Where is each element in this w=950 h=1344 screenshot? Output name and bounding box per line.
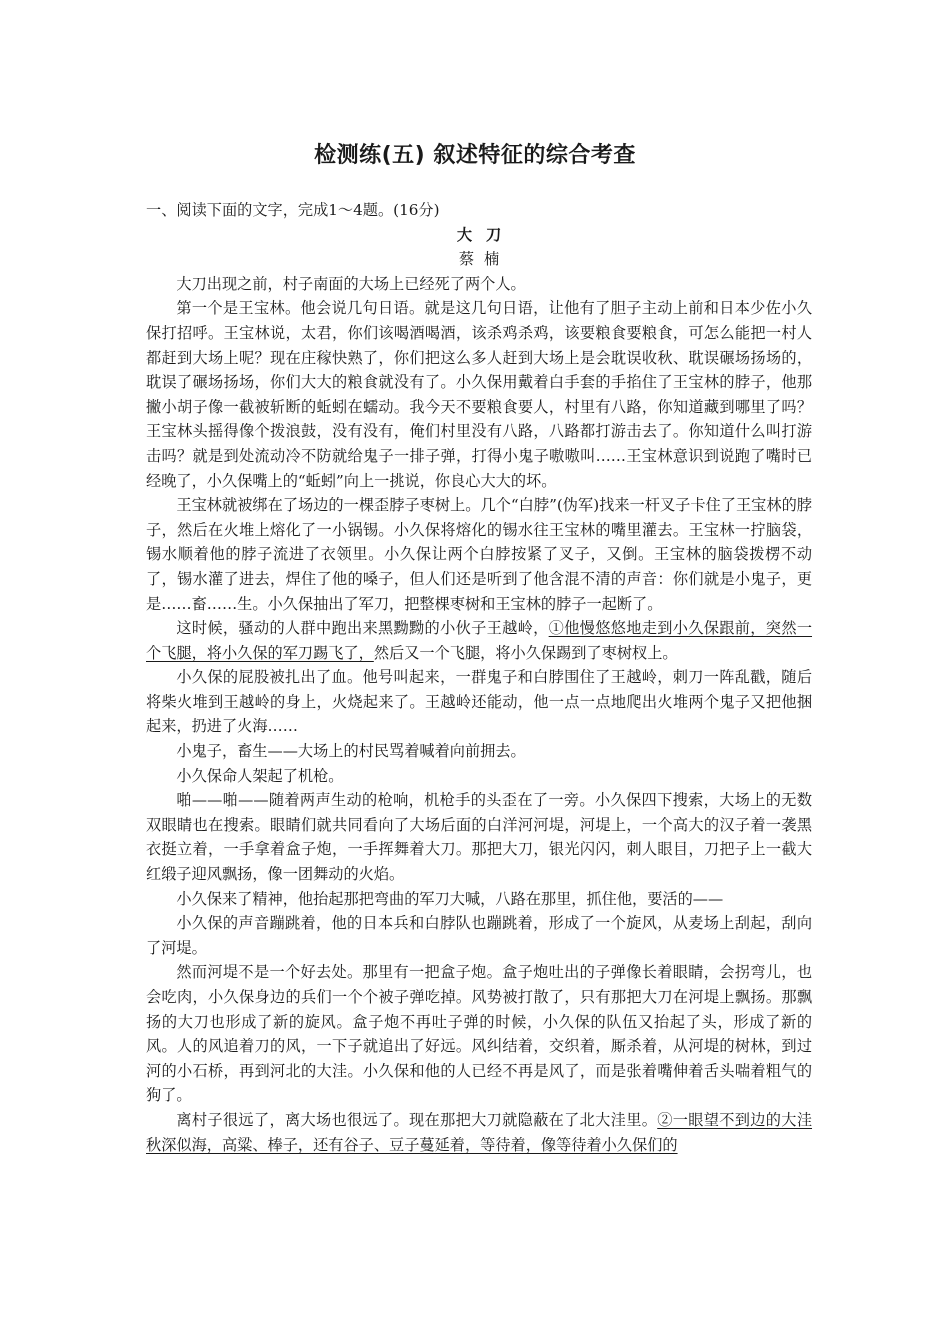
paragraph-4-lead: 这时候，骚动的人群中跑出来黑黝黝的小伙子王越岭， bbox=[176, 619, 549, 638]
paragraph-12-lead: 离村子很远了，离大场也很远了。现在那把大刀就隐蔽在了北大洼里。 bbox=[176, 1110, 658, 1129]
passage-title: 大刀 bbox=[456, 225, 516, 244]
underlined-sentence-1: ①他慢悠悠地走到小久保跟前，突然一个飞腿，将小久保的军刀踢飞了， bbox=[146, 619, 813, 662]
paragraph-11: 然而河堤不是一个好去处。那里有一把盒子炮。盒子炮吐出的子弹像长着眼睛，会拐弯儿，也会吃肉，小久保身边的兵们一个个被子弹吃掉。风势被打散了，只有那把大刀在河堤上飘扬。那飘扬的大刀也形成了新的旋风。盒子炮不再吐子弹的时候，小久保的队伍又抬起了头，形成了新的风。人的风追着刀的风，一下子就追出了好远。风纠结着，交织着，厮杀着，从河堤的树林，到过河的小石桥，再到河北的大洼。小久保和他的人已经不再是风了，而是张着嘴伸着舌头喘着粗气的狗了。 bbox=[146, 963, 812, 1105]
paragraph-8: 啪——啪——随着两声生动的枪响，机枪手的头歪在了一旁。小久保四下搜索，大场上的无数双眼睛也在搜索。眼睛们就共同看向了大场后面的白洋河河堤，河堤上，一个高大的汉子着一袭黑衣挺立着，一手拿着盒子炮，一手挥舞着大刀。那把大刀，银光闪闪，刺人眼目，刀把子上一截大红缎子迎风飘扬，像一团舞动的火焰。 bbox=[146, 791, 812, 884]
paragraph-9: 小久保来了精神，他抬起那把弯曲的军刀大喊，八路在那里，抓住他，要活的—— bbox=[176, 889, 724, 908]
paragraph-3: 王宝林就被绑在了场边的一棵歪脖子枣树上。几个“白脖”(伪军)找来一杆叉子卡住了王宝林的脖子，然后在火堆上熔化了一小锅锡。小久保将熔化的锡水往王宝林的嘴里灌去。王宝林一拧脑袋，锡水顺着他的脖子流进了衣领里。小久保让两个白脖按紧了叉子，又倒。王宝林的脑袋拨楞不动了，锡水灌了进去，焊住了他的嗓子，但人们还是听到了他含混不清的声音：你们就是小鬼子，更是……畜……生。小久保抽出了军刀，把整棵枣树和王宝林的脖子一起断了。 bbox=[146, 496, 812, 613]
paragraph-10: 小久保的声音蹦跳着，他的日本兵和白脖队也蹦跳着，形成了一个旋风，从麦场上刮起，刮向了河堤。 bbox=[146, 914, 812, 957]
document-body bbox=[146, 198, 812, 1157]
passage-title-line bbox=[146, 223, 812, 248]
author-line bbox=[146, 247, 812, 272]
paragraph-7: 小久保命人架起了机枪。 bbox=[176, 766, 344, 785]
question-instruction: 一、阅读下面的文字，完成1～4题。(16分) bbox=[146, 201, 440, 219]
paragraph-4-tail: 然后又一个飞腿，将小久保踢到了枣树杈上。 bbox=[373, 643, 678, 662]
underlined-sentence-2: ②一眼望不到边的大洼秋深似海，高粱、棒子，还有谷子、豆子蔓延着，等待着，像等待着小久保们的 bbox=[146, 1110, 813, 1154]
paragraph-5: 小久保的屁股被扎出了血。他号叫起来，一群鬼子和白脖围住了王越岭，刺刀一阵乱戳，随后将柴火堆到王越岭的身上，火烧起来了。王越岭还能动，他一点一点地爬出火堆两个鬼子又把他捆起来，扔进了火海…… bbox=[146, 668, 812, 736]
paragraph-6: 小鬼子，畜生——大场上的村民骂着喊着向前拥去。 bbox=[176, 742, 526, 761]
paragraph-1: 大刀出现之前，村子南面的大场上已经死了两个人。 bbox=[176, 274, 526, 293]
paragraph-12 bbox=[146, 1108, 812, 1157]
page-title: 检测练(五) 叙述特征的综合考查 bbox=[314, 143, 636, 168]
paragraph-2: 第一个是王宝林。他会说几句日语。就是这几句日语，让他有了胆子主动上前和日本少佐小久保打招呼。王宝林说，太君，你们该喝酒喝酒，该杀鸡杀鸡，该要粮食要粮食，可怎么能把一村人都赶到大场上呢？现在庄稼快熟了，你们把这么多人赶到大场上是会耽误收秋、耽误碾场扬场的，耽误了碾场扬场，你们大大的粮食就没有了。小久保用戴着白手套的手掐住了王宝林的脖子，他那撇小胡子像一截被斩断的蚯蚓在蠕动。我今天不要粮食要人，村里有八路，你知道藏到哪里了吗？王宝林头摇得像个拨浪鼓，没有没有，俺们村里没有八路，八路都打游击去了。你知道什么叫打游击吗？就是到处流动冷不防就给鬼子一排子弹，打得小鬼子嗷嗷叫……王宝林意识到说跑了嘴时已经晚了，小久保嘴上的“蚯蚓”向上一挑说，你良心大大的坏。 bbox=[146, 299, 812, 490]
passage-author: 蔡楠 bbox=[458, 250, 510, 269]
paragraph-4 bbox=[146, 616, 812, 665]
